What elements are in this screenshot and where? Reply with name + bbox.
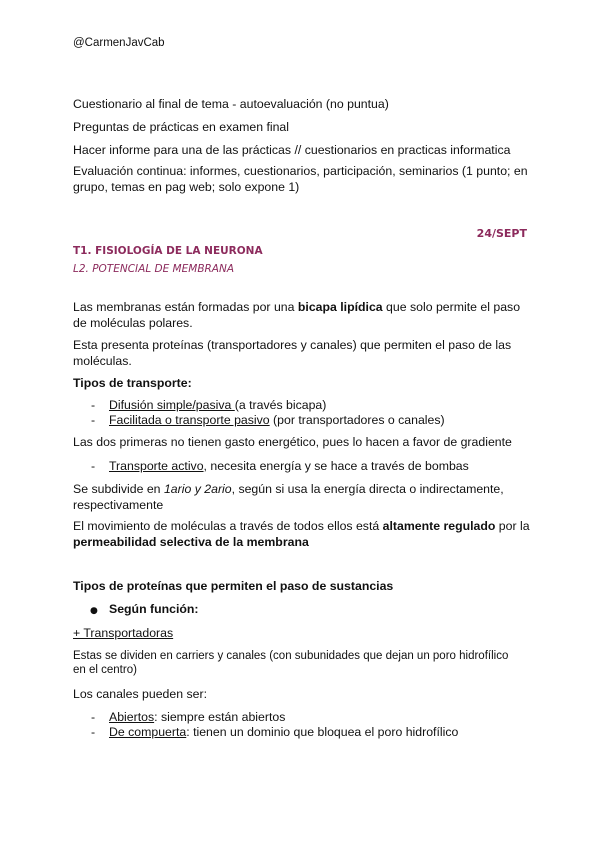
list-dash: - <box>91 459 96 473</box>
list-item: Transporte activo, necesita energía y se hace a través de bombas <box>109 459 469 473</box>
list-dash: - <box>91 710 96 724</box>
note-line: Preguntas de prácticas en examen final <box>73 120 290 134</box>
list-dash: - <box>91 398 96 412</box>
note-paragraph: Evaluación continua: informes, cuestionarios, participación, seminarios (1 punto; en grupo, temas en pag web; solo expone 1) <box>73 164 528 194</box>
list-item: Abiertos: siempre están abiertos <box>109 710 286 724</box>
paragraph-regulation: El movimiento de moléculas a través de todos ellos está altamente regulado por la permeabilidad selectiva de la membrana <box>73 519 530 549</box>
note-line: Hacer informe para una de las prácticas // cuestionarios en practicas informatica <box>73 143 511 157</box>
paragraph-subdivision: Se subdivide en 1ario y 2ario, según si usa la energía directa o indirectamente, respectivamente <box>73 482 504 512</box>
transport-note: Las dos primeras no tienen gasto energético, pues lo hacen a favor de gradiente <box>73 435 512 449</box>
topic-title: T1. FISIOLOGÍA DE LA NEURONA <box>73 245 263 257</box>
list-item: De compuerta: tienen un dominio que bloquea el poro hidrofílico <box>109 725 459 739</box>
author-handle: @CarmenJavCab <box>73 37 165 49</box>
list-item: Difusión simple/pasiva (a través bicapa) <box>109 398 327 412</box>
transporters-description: Estas se dividen en carriers y canales (con subunidades que dejan un poro hidrofílico en el centro) <box>73 650 509 676</box>
list-item: Facilitada o transporte pasivo (por transportadores o canales) <box>109 413 445 427</box>
paragraph-proteins: Esta presenta proteínas (transportadores y canales) que permiten el paso de las moléculas. <box>73 338 512 368</box>
channels-intro: Los canales pueden ser: <box>73 687 207 701</box>
bullet-icon: ● <box>90 606 98 616</box>
topic-subtitle: L2. POTENCIAL DE MEMBRANA <box>73 263 235 275</box>
proteins-heading: Tipos de proteínas que permiten el paso de sustancias <box>73 579 394 593</box>
transport-heading: Tipos de transporte: <box>73 376 192 390</box>
by-function-heading: Según función: <box>109 602 199 616</box>
date-label: 24/SEPT <box>476 227 527 240</box>
note-line: Cuestionario al final de tema - autoevaluación (no puntua) <box>73 97 389 111</box>
list-dash: - <box>91 725 96 739</box>
list-dash: - <box>91 413 96 427</box>
paragraph-membrane: Las membranas están formadas por una bicapa lipídica que solo permite el paso de moléculas polares. <box>73 300 521 330</box>
transporters-label: + Transportadoras <box>73 626 174 640</box>
